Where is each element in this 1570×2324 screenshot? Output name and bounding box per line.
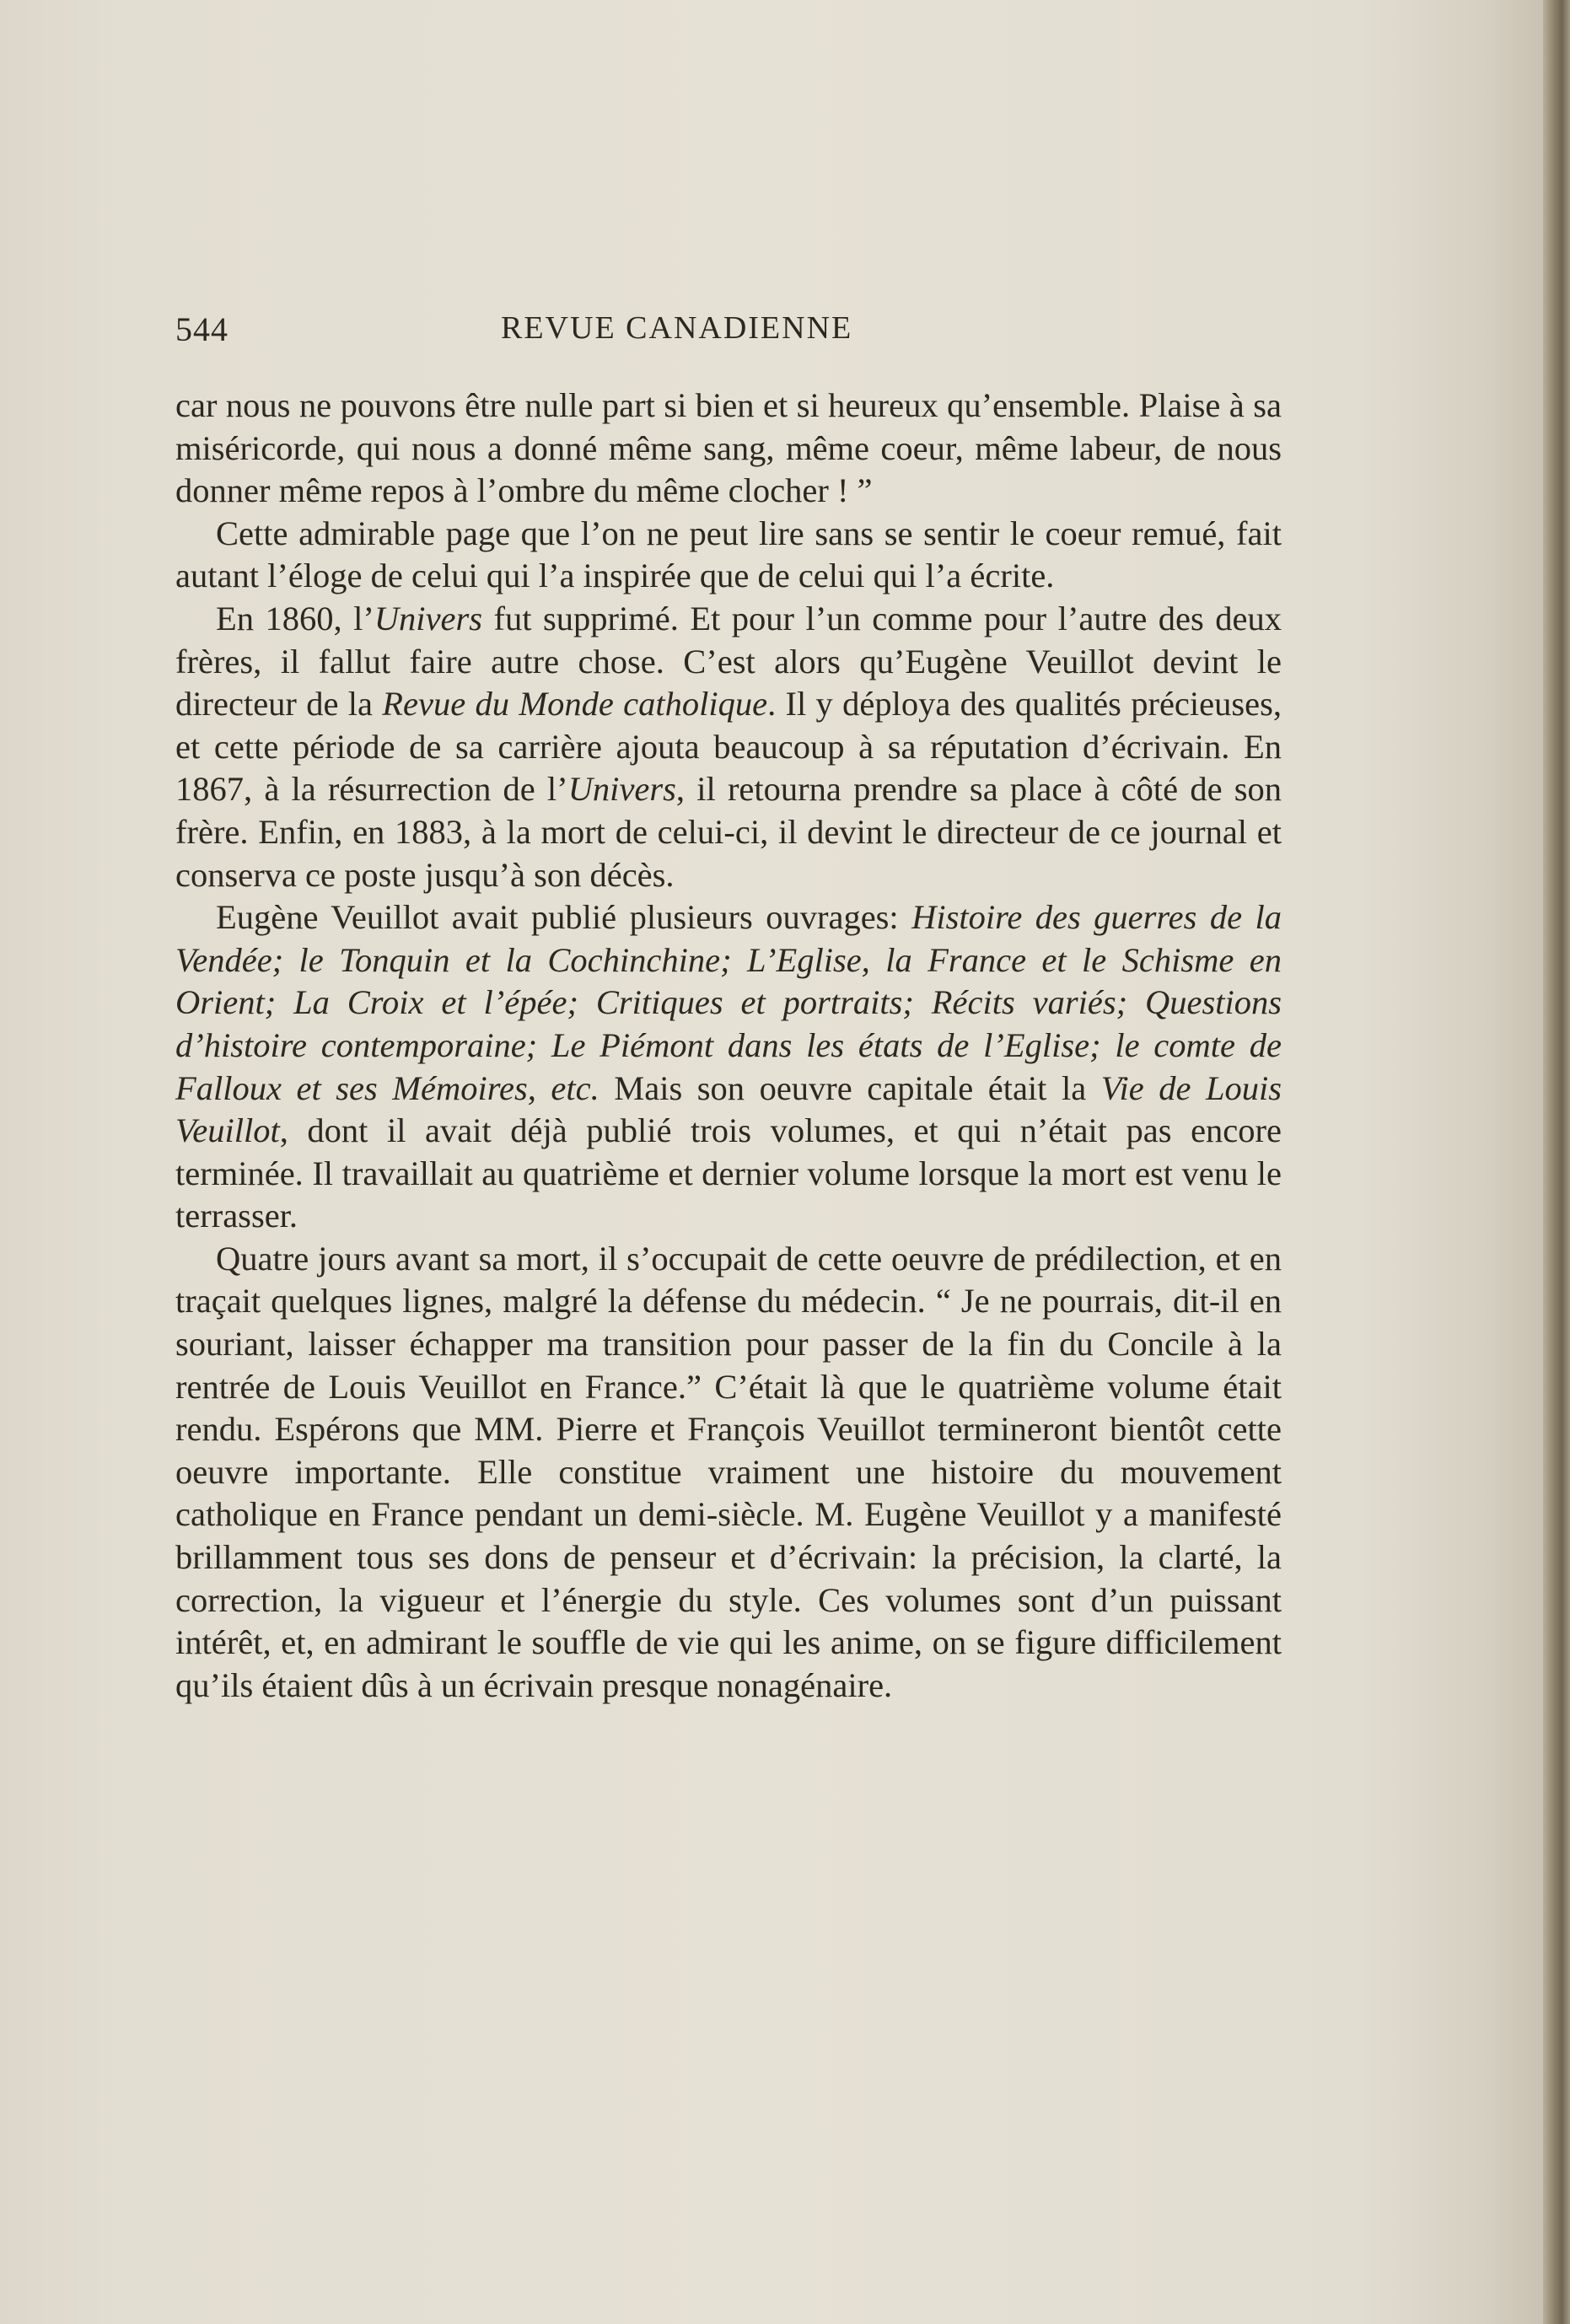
italic-title: Histoire des guerres de la Vendée; le Tonquin et la Cochinchine; L’Eglise, la France et le Schisme en Orient; La Croix et l’épée; Critiques et portraits; Récits variés; Questions d’histoire contemporaine; Le Piémont dans les états de l’Eglise; le comte de Falloux et ses Mémoires, etc. — [175, 898, 1282, 1107]
italic-title: Vie de Louis Veuillot — [175, 1068, 1282, 1150]
text-run: En 1860, l’ — [216, 599, 374, 637]
journal-title: REVUE CANADIENNE — [501, 310, 853, 346]
italic-title: Univers — [567, 770, 676, 809]
paragraph — [175, 385, 1282, 513]
paragraph — [175, 1238, 1282, 1708]
text-run: Mais son oeuvre capitale était la — [599, 1068, 1101, 1107]
text-run: Cette admirable page que l’on ne peut lire sans se sentir le coeur remué, fait autant l’éloge de celui qui l’a inspirée que de celui qui l’a écrite. — [175, 514, 1282, 595]
text-run: , dont il avait déjà publié trois volumes, et qui n’était pas encore terminée. Il travaillait au quatrième et dernier volume lorsque la mort est venu le terrasser. — [175, 1111, 1282, 1235]
paragraph — [175, 598, 1282, 896]
running-head — [175, 309, 1278, 357]
text-run: Quatre jours avant sa mort, il s’occupait de cette oeuvre de prédilection, et en traçait quelques lignes, malgré la défense du médecin. “ Je ne pourrais, dit-il en souriant, laisser échapper ma transition pour passer de la fin du Concile à la rentrée de Louis Veuillot en France.” C’était là que le quatrième volume était rendu. Espérons que MM. Pierre et François Veuillot termineront bientôt cette oeuvre importante. Elle constitue vraiment une histoire du mouvement catholique en France pendant un demi-siècle. M. Eugène Veuillot y a manifesté brillamment tous ses dons de penseur et d’écrivain: la précision, la clarté, la correction, la vigueur et l’énergie du style. Ces volumes sont d’un puissant intérêt, et, en admirant le souffle de vie qui les anime, on se figure difficilement qu’ils étaient dûs à un écrivain presque nonagénaire. — [175, 1239, 1282, 1704]
text-run: fut supprimé. Et pour l’un comme pour l’autre des deux frères, il fallut faire autre chose. C’est alors qu’Eugène Veuillot devint le directeur de la — [175, 599, 1282, 724]
page-number: 544 — [175, 310, 229, 348]
text-run: Eugène Veuillot avait publié plusieurs ouvrages: — [216, 898, 912, 937]
paragraph — [175, 513, 1282, 598]
italic-title: Univers — [374, 599, 483, 637]
text-run: , il retourna prendre sa place à côté de son frère. Enfin, en 1883, à la mort de celui-ci, il devint le directeur de ce journal et conserva ce poste jusqu’à son décès. — [175, 770, 1282, 894]
text-run: . Il y déploya des qualités précieuses, et cette période de sa carrière ajouta beaucoup à sa réputation d’écrivain. En 1867, à la résurrection de l’ — [175, 685, 1282, 809]
page-edge — [1543, 0, 1570, 2324]
article-body — [175, 385, 1282, 1707]
text-run: car nous ne pouvons être nulle part si bien et si heureux qu’ensemble. Plaise à sa miséricorde, qui nous a donné même sang, même coeur, même labeur, de nous donner même repos à l’ombre du même clocher ! ” — [175, 386, 1282, 510]
paragraph — [175, 896, 1282, 1238]
italic-title: Revue du Monde catholique — [382, 685, 768, 724]
